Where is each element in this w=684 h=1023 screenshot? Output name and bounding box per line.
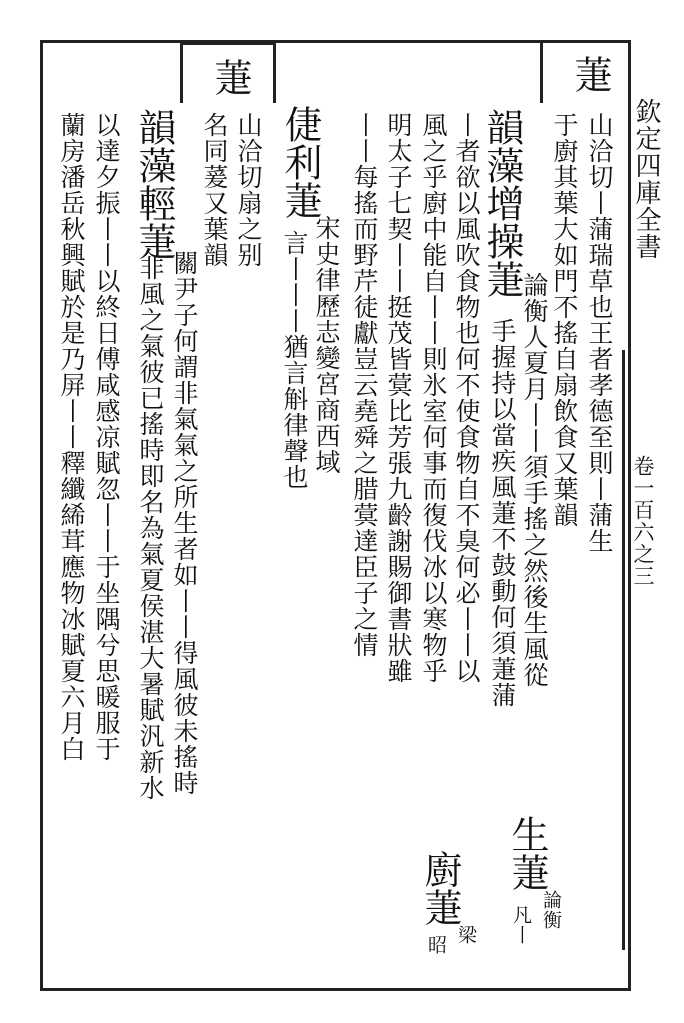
sub-heading: 廚萐	[418, 850, 462, 926]
entry-text: 山洽切扇之别	[234, 112, 263, 268]
entry-text: 山洽切丨蒲瑞草也王者孝德至則丨蒲生	[585, 112, 614, 554]
small-annotation: 凡丨	[510, 905, 532, 945]
small-annotation: 論衡	[540, 890, 562, 930]
entry-heading: 萐	[208, 58, 252, 96]
entry-text: 宋史律歷志變宮商西域	[312, 215, 341, 475]
entry-text: 丨者欲以風吹食物也何不使食物自不臭何必丨丨以	[452, 112, 481, 684]
entry-text: 于廚其葉大如門不搖自扇飲食又葉韻	[550, 112, 579, 528]
small-annotation: 昭	[425, 935, 447, 955]
entry-text: 蘭房潘岳秋興賦於是乃屏丨丨釋纖絺茸應物冰賦夏六月白	[57, 112, 86, 762]
entry-text: 非風之氣彼已搖時即名為氣夏侯湛大暑賦汎新水	[136, 255, 165, 801]
sub-heading: 生萐	[505, 815, 549, 891]
entry-heading: 萐	[568, 55, 612, 93]
book-title: 欽定四庫全書	[631, 98, 661, 260]
entry-text: 丨丨每搖而野芹徒獻豈云堯舜之腊蓂達臣子之情	[350, 112, 379, 658]
entry-text: 關尹子何謂非氣氣之所生者如丨丨得風彼未搖時	[170, 250, 199, 796]
entry-text: 以達夕振丨丨以終日傅咸感凉賦忽丨丨于坐隅兮思暖服于	[92, 112, 121, 762]
entry-text: 論衡人夏月丨丨須手搖之然後生風從	[520, 272, 549, 688]
entry-text: 手握持以當疾風萐不鼓動何須萐蒲	[488, 318, 517, 708]
entry-text: 風之乎廚中能自丨丨則氷室何事而復伐冰以寒物乎	[419, 112, 448, 684]
entry-text: 言丨丨丨猶言斛律聲也	[280, 230, 309, 490]
margin-rule	[622, 350, 625, 950]
entry-text: 明太子七契丨丨挺茂皆蓂比芳張九齡謝賜御書狀雖	[384, 112, 413, 684]
volume-label: 卷一百六之三	[631, 455, 655, 587]
small-annotation: 梁	[455, 925, 477, 945]
entry-heading: 韻藻輕萐	[132, 108, 176, 260]
entry-heading: 倢利萐	[278, 105, 322, 219]
sub-heading: 韻藻增操萐	[480, 108, 524, 298]
entry-text: 名同萲又葉韻	[200, 112, 229, 268]
